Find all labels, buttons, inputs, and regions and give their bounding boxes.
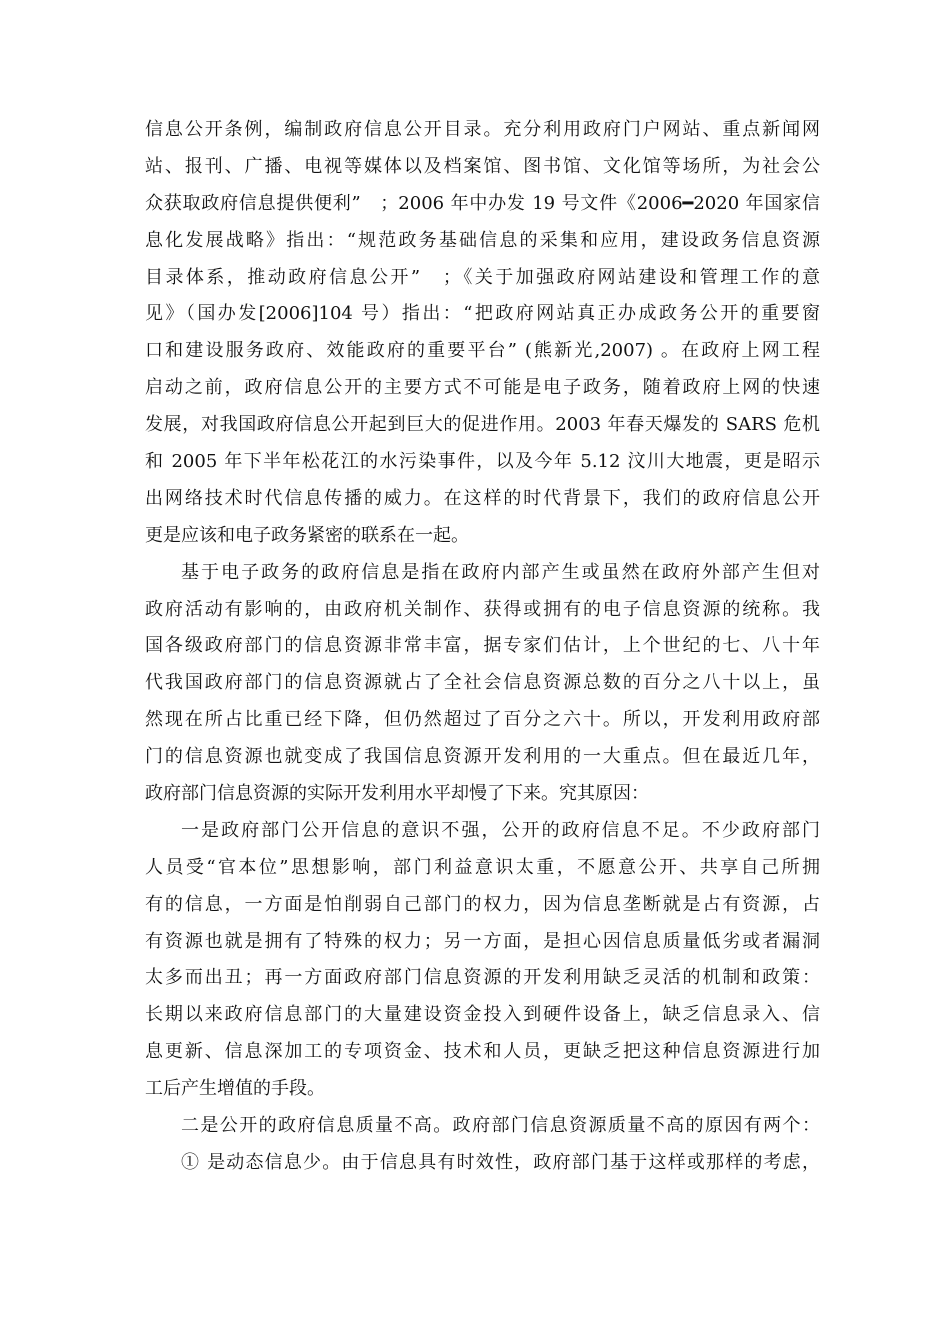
text-line: 信息公开条例，编制政府信息公开目录。充分利用政府门户网站、重点新闻网 (145, 119, 820, 140)
text-line: 发展，对我国政府信息公开起到巨大的促进作用。2003 年春天爆发的 SARS 危机 (145, 414, 820, 436)
paragraph-first-line: ① 是动态信息少。由于信息具有时效性，政府部门基于这样或那样的考虑， (181, 1151, 820, 1173)
text-line: 息更新、信息深加工的专项资金、技术和人员，更缺乏把这种信息资源进行加 (145, 1041, 820, 1063)
text-line: 然现在所占比重已经下降，但仍然超过了百分之六十。所以，开发利用政府部 (145, 709, 820, 731)
text-line: 启动之前，政府信息公开的主要方式不可能是电子政务，随着政府上网的快速 (145, 377, 820, 399)
paragraph-first-line: 一是政府部门公开信息的意识不强，公开的政府信息不足。不少政府部门 (181, 819, 820, 841)
text-line: 政府部门信息资源的实际开发利用水平却慢了下来。究其原因： (145, 783, 649, 805)
text-line: 站、报刊、广播、电视等媒体以及档案馆、图书馆、文化馆等场所，为社会公 (145, 155, 820, 177)
text-line: 息化发展战略》指出：“规范政务基础信息的采集和应用，建设政务信息资源 (145, 229, 820, 251)
text-line: 人员受“官本位”思想影响，部门利益意识太重，不愿意公开、共享自己所拥 (145, 856, 820, 878)
text-line: 有的信息，一方面是怕削弱自己部门的权力，因为信息垄断就是占有资源，占 (145, 893, 820, 915)
text-line: 政府活动有影响的，由政府机关制作、获得或拥有的电子信息资源的统称。我 (145, 598, 820, 620)
text-line: 口和建设服务政府、效能政府的重要平台” (熊新光,2007) 。在政府上网工程 (145, 340, 820, 362)
text-line: 更是应该和电子政务紧密的联系在一起。 (145, 524, 469, 546)
text-line: 长期以来政府信息部门的大量建设资金投入到硬件设备上，缺乏信息录入、信 (145, 1004, 820, 1026)
text-line: 见》（国办发[2006]104 号）指出：“把政府网站真正办成政务公开的重要窗 (145, 303, 820, 325)
text-line: 工后产生增值的手段。 (145, 1078, 325, 1100)
text-line: 国各级政府部门的信息资源非常丰富，据专家们估计，上个世纪的七、八十年 (145, 635, 820, 657)
document-body (145, 112, 820, 1182)
text-line: 目录体系，推动政府信息公开” ；《关于加强政府网站建设和管理工作的意 (145, 266, 820, 288)
text-line: 太多而出丑；再一方面政府部门信息资源的开发利用缺乏灵活的机制和政策： (145, 967, 820, 989)
paragraph-first-line: 基于电子政务的政府信息是指在政府内部产生或虽然在政府外部产生但对 (181, 561, 820, 583)
text-line: 众获取政府信息提供便利” ；2006 年中办发 19 号文件《2006━2020 年国家信 (145, 192, 820, 214)
text-line: 门的信息资源也就变成了我国信息资源开发利用的一大重点。但在最近几年， (145, 746, 820, 768)
text-line: 出网络技术时代信息传播的威力。在这样的时代背景下，我们的政府信息公开 (145, 487, 820, 509)
paragraph-first-line: 二是公开的政府信息质量不高。政府部门信息资源质量不高的原因有两个： (181, 1115, 820, 1137)
text-line: 有资源也就是拥有了特殊的权力；另一方面，是担心因信息质量低劣或者漏洞 (145, 930, 820, 952)
text-line: 和 2005 年下半年松花江的水污染事件，以及今年 5.12 汶川大地震，更是昭示 (145, 451, 820, 473)
text-line: 代我国政府部门的信息资源就占了全社会信息资源总数的百分之八十以上，虽 (145, 672, 820, 694)
